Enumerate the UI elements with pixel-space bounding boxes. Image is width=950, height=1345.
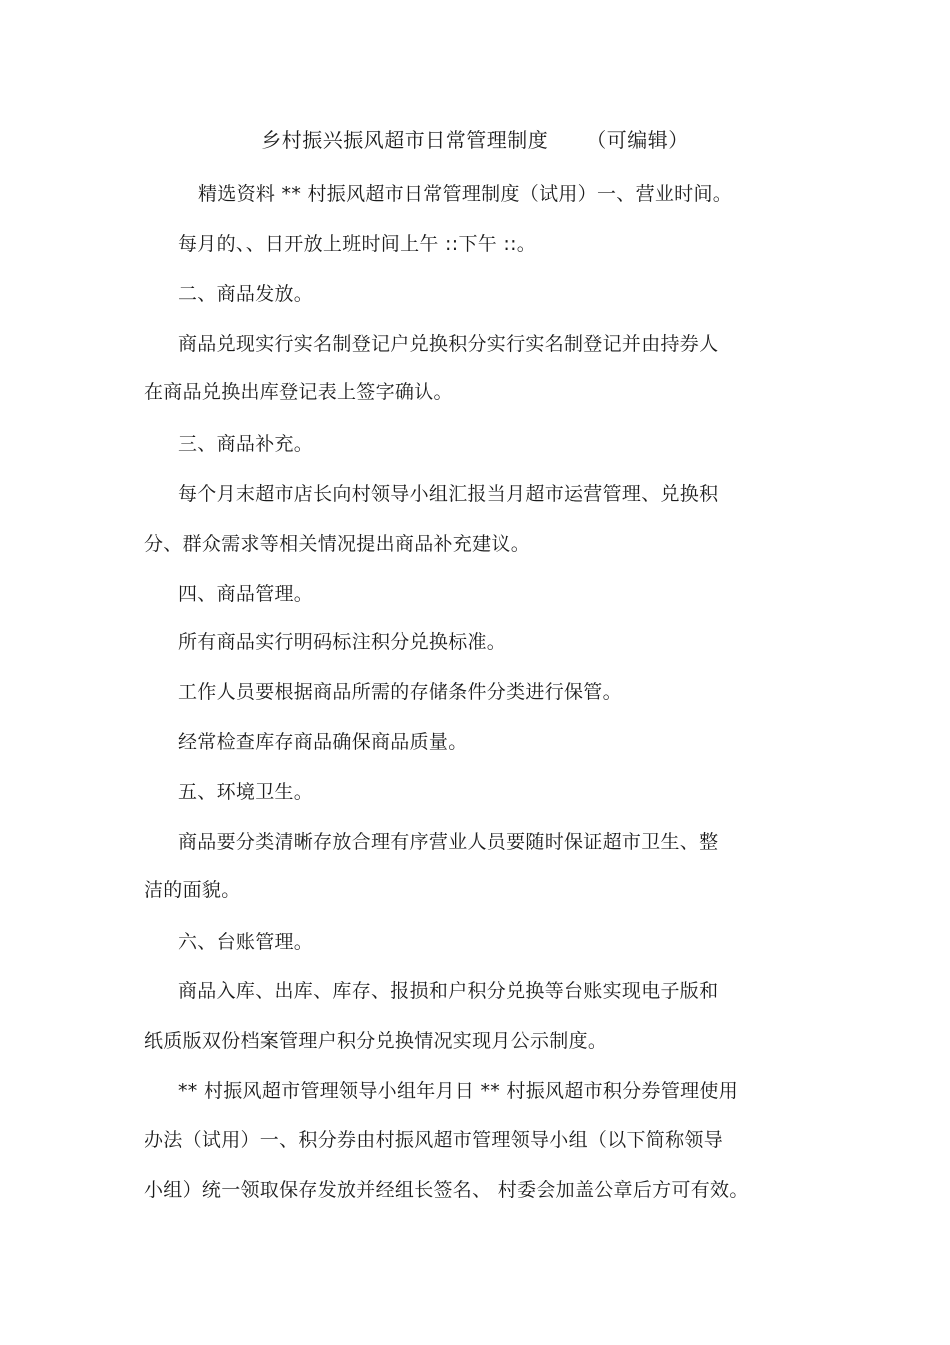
paragraph-line: 工作人员要根据商品所需的存储条件分类进行保管。 [178, 681, 622, 703]
paragraph-line: 小组）统一领取保存发放并经组长签名、 村委会加盖公章后方可有效。 [144, 1179, 749, 1201]
section-heading: 六、台账管理。 [178, 931, 314, 953]
paragraph-line: 每月的、、日开放上班时间上午 ::下午 ::。 [178, 233, 537, 255]
paragraph-line: 每个月末超市店长向村领导小组汇报当月超市运营管理、兑换积 [178, 483, 719, 505]
section-heading: 二、商品发放。 [178, 283, 314, 305]
title-suffix: （可编辑） [586, 128, 689, 152]
paragraph-line: 在商品兑换出库登记表上签字确认。 [144, 381, 453, 403]
paragraph-line: 分、群众需求等相关情况提出商品补充建议。 [144, 533, 531, 555]
paragraph-line: 商品要分类清晰存放合理有序营业人员要随时保证超市卫生、整 [178, 831, 719, 853]
paragraph-line: 办法（试用）一、积分券由村振风超市管理领导小组（以下简称领导 [144, 1129, 724, 1151]
paragraph-line: ** 村振风超市管理领导小组年月日 ** 村振风超市积分券管理使用 [178, 1080, 739, 1102]
paragraph-line: 所有商品实行明码标注积分兑换标准。 [178, 631, 507, 653]
section-heading: 四、商品管理。 [178, 583, 314, 605]
document-title [0, 124, 950, 153]
paragraph-line: 纸质版双份档案管理户积分兑换情况实现月公示制度。 [144, 1030, 608, 1052]
paragraph-line: 精选资料 ** 村振风超市日常管理制度（试用）一、营业时间。 [198, 183, 733, 205]
section-heading: 五、环境卫生。 [178, 781, 314, 803]
paragraph-line: 洁的面貌。 [144, 879, 241, 901]
title-main: 乡村振兴振风超市日常管理制度 [261, 128, 549, 152]
paragraph-line: 商品兑现实行实名制登记户兑换积分实行实名制登记并由持券人 [178, 333, 719, 355]
paragraph-line: 经常检查库存商品确保商品质量。 [178, 731, 468, 753]
section-heading: 三、商品补充。 [178, 433, 314, 455]
paragraph-line: 商品入库、出库、库存、报损和户积分兑换等台账实现电子版和 [178, 980, 719, 1002]
